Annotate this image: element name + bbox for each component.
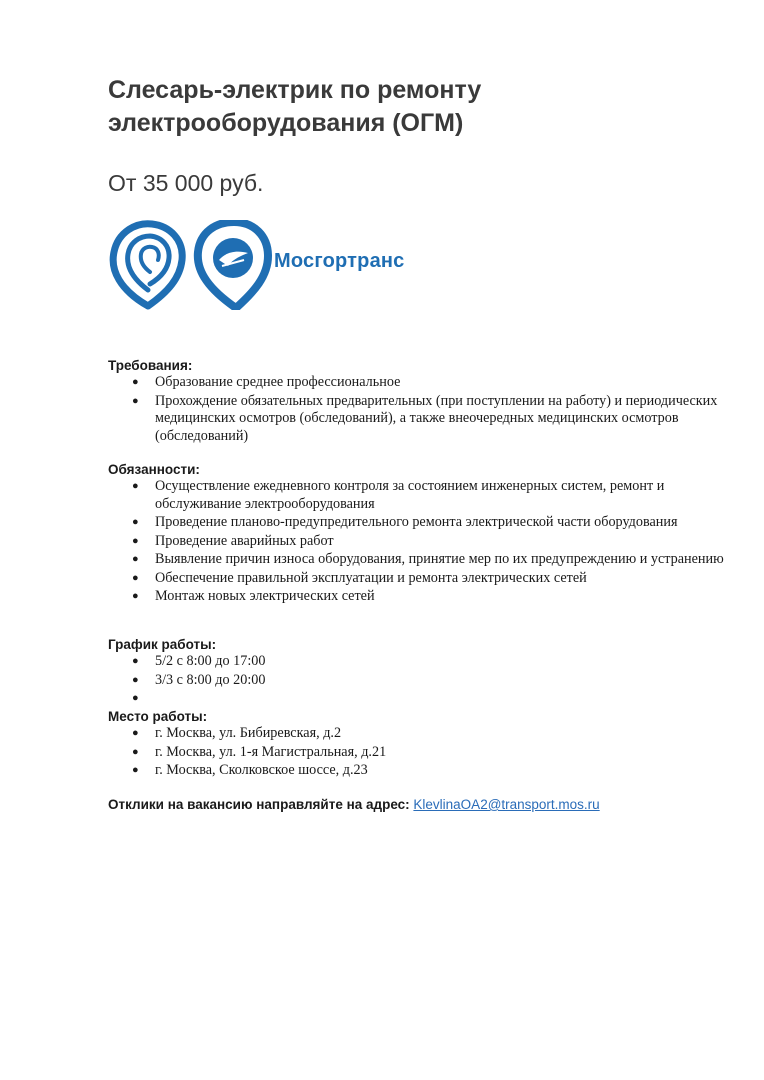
bullet-icon: ● <box>132 534 139 547</box>
list-item-text: 3/3 с 8:00 до 20:00 <box>155 671 266 688</box>
list-item <box>108 725 728 743</box>
list-item <box>108 374 728 392</box>
salary: От 35 000 руб. <box>108 170 264 196</box>
list-item-text: Проведение аварийных работ <box>155 532 334 549</box>
list-item <box>108 551 728 569</box>
list-item-text: Осуществление ежедневного контроля за состоянием инженерных систем, ремонт и обслуживание электрооборудования <box>155 478 665 512</box>
list-item-text: Образование среднее профессиональное <box>155 374 401 390</box>
bullet-icon: ● <box>132 590 139 602</box>
list-item-text: 5/2 с 8:00 до 17:00 <box>155 653 266 669</box>
duties-section <box>108 461 728 607</box>
bullet-icon: ● <box>132 745 139 758</box>
bullet-icon: ● <box>132 553 139 565</box>
requirements-heading: Требования: <box>108 358 193 373</box>
bullet-icon: ● <box>132 376 139 388</box>
contact-line <box>108 797 728 812</box>
bullet-icon: ● <box>132 764 139 776</box>
contact-label: Отклики на вакансию направляйте на адрес: <box>108 797 414 812</box>
list-item <box>108 514 728 532</box>
list-item <box>108 762 728 780</box>
list-item <box>108 690 728 708</box>
list-item <box>108 478 728 513</box>
schedule-section <box>108 636 728 709</box>
list-item <box>108 588 728 606</box>
page-title <box>108 74 668 140</box>
location-heading: Место работы: <box>108 709 208 724</box>
logo-mark-left-icon <box>113 224 182 306</box>
bullet-icon: ● <box>132 655 139 667</box>
list-item-text: г. Москва, ул. 1-я Магистральная, д.21 <box>155 743 387 760</box>
bullet-icon: ● <box>132 394 139 407</box>
list-item <box>108 672 728 690</box>
bullet-icon: ● <box>132 516 139 528</box>
list-item <box>108 653 728 671</box>
location-section <box>108 708 728 781</box>
bullet-icon: ● <box>132 692 139 704</box>
duties-list <box>108 478 728 606</box>
schedule-list <box>108 653 728 708</box>
contact-email-link[interactable]: KlevlinaOA2@transport.mos.ru <box>413 797 600 812</box>
list-item-text: Выявление причин износа оборудования, принятие мер по их предупреждению и устранению <box>155 551 724 567</box>
list-item-text: Прохождение обязательных предварительных (при поступлении на работу) и периодических медицинских осмотров (обследований), а также внеочередных медицинских осмотров (обследований) <box>155 392 718 444</box>
bullet-icon: ● <box>132 727 139 739</box>
list-item-text: Проведение планово-предупредительного ремонта электрической части оборудования <box>155 514 678 530</box>
list-item <box>108 393 728 446</box>
bullet-icon: ● <box>132 673 139 686</box>
title-line-2: электрооборудования (ОГМ) <box>108 109 464 137</box>
location-list <box>108 725 728 780</box>
logo-mark-right-icon <box>198 222 268 308</box>
requirements-section <box>108 357 728 446</box>
title-line-1: Слесарь-электрик по ремонту <box>108 76 482 104</box>
list-item-text: Обеспечение правильной эксплуатации и ремонта электрических сетей <box>155 569 587 586</box>
requirements-list <box>108 374 728 445</box>
list-item <box>108 570 728 588</box>
bullet-icon: ● <box>132 571 139 584</box>
list-item-text: г. Москва, Сколковское шоссе, д.23 <box>155 762 368 778</box>
list-item-text: г. Москва, ул. Бибиревская, д.2 <box>155 725 342 741</box>
list-item <box>108 533 728 551</box>
list-item-text: Монтаж новых электрических сетей <box>155 588 375 604</box>
logo-text: Мосгортранс <box>274 250 405 272</box>
schedule-heading: График работы: <box>108 637 217 652</box>
bullet-icon: ● <box>132 480 139 492</box>
duties-heading: Обязанности: <box>108 462 200 477</box>
list-item <box>108 744 728 762</box>
